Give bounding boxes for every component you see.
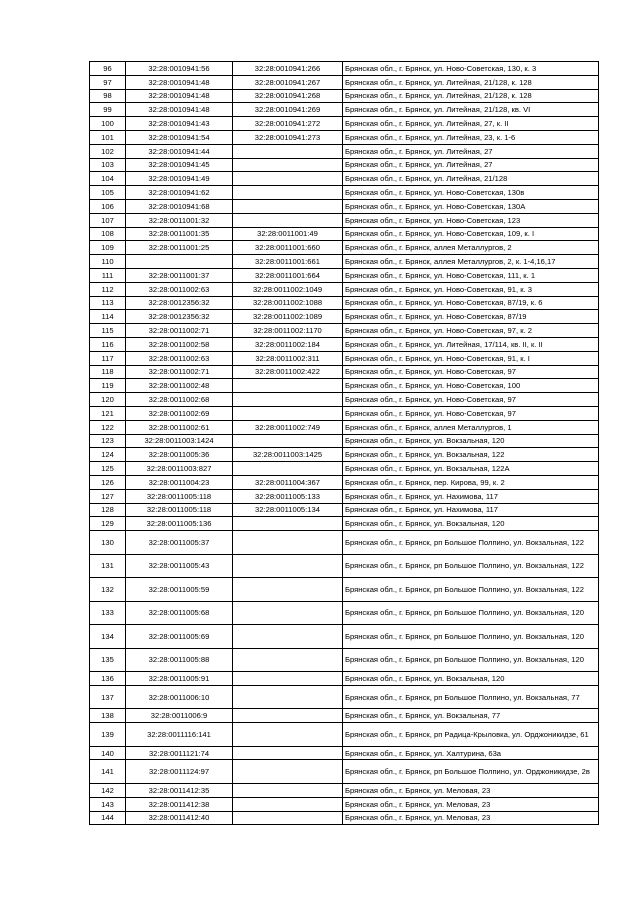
cadastral-number-cell: 32:28:0011005:136 bbox=[126, 517, 233, 531]
row-number-cell: 120 bbox=[90, 393, 126, 407]
row-number-cell: 106 bbox=[90, 199, 126, 213]
address-cell: Брянская обл., г. Брянск, ул. Халтурина, 63а bbox=[343, 746, 599, 760]
row-number-cell: 137 bbox=[90, 685, 126, 709]
building-cadastral-number-cell: 32:28:0011002:422 bbox=[233, 365, 343, 379]
row-number-cell: 121 bbox=[90, 406, 126, 420]
table-row bbox=[90, 531, 599, 555]
building-cadastral-number-cell: 32:28:0011004:367 bbox=[233, 475, 343, 489]
table-row bbox=[90, 158, 599, 172]
table-row bbox=[90, 310, 599, 324]
building-cadastral-number-cell: 32:28:0011001:660 bbox=[233, 241, 343, 255]
cadastral-number-cell: 32:28:0010941:49 bbox=[126, 172, 233, 186]
cadastral-number-cell: 32:28:0011005:43 bbox=[126, 554, 233, 578]
row-number-cell: 136 bbox=[90, 672, 126, 686]
table-row bbox=[90, 503, 599, 517]
table-row bbox=[90, 746, 599, 760]
address-cell: Брянская обл., г. Брянск, рп Большое Полпино, ул. Вокзальная, 122 bbox=[343, 554, 599, 578]
building-cadastral-number-cell bbox=[233, 199, 343, 213]
row-number-cell: 131 bbox=[90, 554, 126, 578]
row-number-cell: 116 bbox=[90, 337, 126, 351]
address-cell: Брянская обл., г. Брянск, ул. Ново-Советская, 87/19 bbox=[343, 310, 599, 324]
cadastral-number-cell: 32:28:0010941:44 bbox=[126, 144, 233, 158]
row-number-cell: 103 bbox=[90, 158, 126, 172]
cadastral-number-cell: 32:28:0011001:32 bbox=[126, 213, 233, 227]
table-row bbox=[90, 75, 599, 89]
building-cadastral-number-cell: 32:28:0011002:311 bbox=[233, 351, 343, 365]
table-row bbox=[90, 462, 599, 476]
address-cell: Брянская обл., г. Брянск, ул. Нахимова, 117 bbox=[343, 503, 599, 517]
table-row bbox=[90, 489, 599, 503]
address-cell: Брянская обл., г. Брянск, ул. Ново-Советская, 130в bbox=[343, 186, 599, 200]
cadastral-number-cell: 32:28:0010941:48 bbox=[126, 103, 233, 117]
cadastral-number-cell: 32:28:0010941:45 bbox=[126, 158, 233, 172]
address-cell: Брянская обл., г. Брянск, аллея Металлургов, 2, к. 1-4,16,17 bbox=[343, 255, 599, 269]
building-cadastral-number-cell bbox=[233, 517, 343, 531]
cadastral-number-cell: 32:28:0011003:827 bbox=[126, 462, 233, 476]
row-number-cell: 117 bbox=[90, 351, 126, 365]
table-row bbox=[90, 365, 599, 379]
cadastral-number-cell: 32:28:0011005:59 bbox=[126, 578, 233, 602]
cadastral-number-cell: 32:28:0012356:32 bbox=[126, 310, 233, 324]
cadastral-number-cell: 32:28:0011001:37 bbox=[126, 268, 233, 282]
address-cell: Брянская обл., г. Брянск, аллея Металлургов, 2 bbox=[343, 241, 599, 255]
table-row bbox=[90, 393, 599, 407]
building-cadastral-number-cell: 32:28:0010941:266 bbox=[233, 62, 343, 76]
cadastral-number-cell: 32:28:0011006:10 bbox=[126, 685, 233, 709]
building-cadastral-number-cell: 32:28:0011002:184 bbox=[233, 337, 343, 351]
address-cell: Брянская обл., г. Брянск, рп Большое Полпино, ул. Вокзальная, 77 bbox=[343, 685, 599, 709]
cadastral-number-cell: 32:28:0011005:68 bbox=[126, 601, 233, 625]
address-cell: Брянская обл., г. Брянск, ул. Ново-Советская, 97 bbox=[343, 365, 599, 379]
table-row bbox=[90, 783, 599, 797]
building-cadastral-number-cell bbox=[233, 601, 343, 625]
row-number-cell: 110 bbox=[90, 255, 126, 269]
table-row bbox=[90, 517, 599, 531]
address-cell: Брянская обл., г. Брянск, рп Радица-Крыловка, ул. Орджоникидзе, 61 bbox=[343, 723, 599, 747]
address-cell: Брянская обл., г. Брянск, ул. Нахимова, 117 bbox=[343, 489, 599, 503]
address-cell: Брянская обл., г. Брянск, рп Большое Полпино, ул. Вокзальная, 120 bbox=[343, 601, 599, 625]
cadastral-number-cell: 32:28:0010941:43 bbox=[126, 117, 233, 131]
cadastral-number-cell: 32:28:0011002:58 bbox=[126, 337, 233, 351]
building-cadastral-number-cell bbox=[233, 158, 343, 172]
row-number-cell: 128 bbox=[90, 503, 126, 517]
address-cell: Брянская обл., г. Брянск, ул. Меловая, 23 bbox=[343, 783, 599, 797]
building-cadastral-number-cell: 32:28:0011002:1089 bbox=[233, 310, 343, 324]
cadastral-number-cell: 32:28:0011002:71 bbox=[126, 324, 233, 338]
building-cadastral-number-cell bbox=[233, 723, 343, 747]
address-cell: Брянская обл., г. Брянск, ул. Литейная, 21/128 bbox=[343, 172, 599, 186]
cadastral-number-cell: 32:28:0011005:37 bbox=[126, 531, 233, 555]
cadastral-number-cell: 32:28:0011002:61 bbox=[126, 420, 233, 434]
table-row bbox=[90, 797, 599, 811]
table-row bbox=[90, 648, 599, 672]
row-number-cell: 96 bbox=[90, 62, 126, 76]
building-cadastral-number-cell bbox=[233, 746, 343, 760]
row-number-cell: 124 bbox=[90, 448, 126, 462]
table-row bbox=[90, 62, 599, 76]
table-row bbox=[90, 434, 599, 448]
building-cadastral-number-cell: 32:28:0011002:1088 bbox=[233, 296, 343, 310]
building-cadastral-number-cell bbox=[233, 672, 343, 686]
table-row bbox=[90, 130, 599, 144]
address-cell: Брянская обл., г. Брянск, ул. Меловая, 23 bbox=[343, 811, 599, 825]
row-number-cell: 126 bbox=[90, 475, 126, 489]
row-number-cell: 127 bbox=[90, 489, 126, 503]
building-cadastral-number-cell bbox=[233, 213, 343, 227]
building-cadastral-number-cell bbox=[233, 531, 343, 555]
cadastral-number-cell: 32:28:0010941:56 bbox=[126, 62, 233, 76]
building-cadastral-number-cell: 32:28:0011001:661 bbox=[233, 255, 343, 269]
table-row bbox=[90, 625, 599, 649]
row-number-cell: 138 bbox=[90, 709, 126, 723]
table-row bbox=[90, 324, 599, 338]
table-row bbox=[90, 103, 599, 117]
row-number-cell: 99 bbox=[90, 103, 126, 117]
cadastral-number-cell: 32:28:0010941:68 bbox=[126, 199, 233, 213]
address-cell: Брянская обл., г. Брянск, ул. Вокзальная, 120 bbox=[343, 517, 599, 531]
table-row bbox=[90, 554, 599, 578]
table-row bbox=[90, 723, 599, 747]
address-cell: Брянская обл., г. Брянск, ул. Вокзальная, 122А bbox=[343, 462, 599, 476]
table-row bbox=[90, 406, 599, 420]
row-number-cell: 108 bbox=[90, 227, 126, 241]
row-number-cell: 113 bbox=[90, 296, 126, 310]
table-row bbox=[90, 760, 599, 784]
cadastral-number-cell: 32:28:0011002:48 bbox=[126, 379, 233, 393]
row-number-cell: 115 bbox=[90, 324, 126, 338]
row-number-cell: 122 bbox=[90, 420, 126, 434]
table-row bbox=[90, 199, 599, 213]
cadastral-number-cell: 32:28:0011124:97 bbox=[126, 760, 233, 784]
address-cell: Брянская обл., г. Брянск, ул. Литейная, 17/114, кв. II, к. II bbox=[343, 337, 599, 351]
row-number-cell: 140 bbox=[90, 746, 126, 760]
row-number-cell: 114 bbox=[90, 310, 126, 324]
cadastral-number-cell: 32:28:0011002:63 bbox=[126, 282, 233, 296]
address-cell: Брянская обл., г. Брянск, ул. Ново-Советская, 97, к. 2 bbox=[343, 324, 599, 338]
table-row bbox=[90, 420, 599, 434]
building-cadastral-number-cell bbox=[233, 379, 343, 393]
building-cadastral-number-cell bbox=[233, 186, 343, 200]
cadastral-number-cell bbox=[126, 255, 233, 269]
table-row bbox=[90, 227, 599, 241]
address-cell: Брянская обл., г. Брянск, ул. Ново-Советская, 100 bbox=[343, 379, 599, 393]
row-number-cell: 130 bbox=[90, 531, 126, 555]
building-cadastral-number-cell bbox=[233, 625, 343, 649]
row-number-cell: 111 bbox=[90, 268, 126, 282]
building-cadastral-number-cell bbox=[233, 760, 343, 784]
cadastral-number-cell: 32:28:0011121:74 bbox=[126, 746, 233, 760]
row-number-cell: 142 bbox=[90, 783, 126, 797]
table-row bbox=[90, 186, 599, 200]
cadastral-number-cell: 32:28:0011006:9 bbox=[126, 709, 233, 723]
table-row bbox=[90, 709, 599, 723]
cadastral-number-cell: 32:28:0011001:35 bbox=[126, 227, 233, 241]
address-cell: Брянская обл., г. Брянск, ул. Ново-Советская, 91, к. 3 bbox=[343, 282, 599, 296]
address-cell: Брянская обл., г. Брянск, ул. Ново-Советская, 130А bbox=[343, 199, 599, 213]
cadastral-number-cell: 32:28:0011001:25 bbox=[126, 241, 233, 255]
table-row bbox=[90, 213, 599, 227]
address-cell: Брянская обл., г. Брянск, ул. Ново-Советская, 97 bbox=[343, 406, 599, 420]
row-number-cell: 105 bbox=[90, 186, 126, 200]
row-number-cell: 132 bbox=[90, 578, 126, 602]
building-cadastral-number-cell: 32:28:0010941:268 bbox=[233, 89, 343, 103]
cadastral-number-cell: 32:28:0011005:36 bbox=[126, 448, 233, 462]
cadastral-number-cell: 32:28:0011412:38 bbox=[126, 797, 233, 811]
table-row bbox=[90, 296, 599, 310]
cadastral-number-cell: 32:28:0011412:35 bbox=[126, 783, 233, 797]
building-cadastral-number-cell bbox=[233, 434, 343, 448]
table-row bbox=[90, 379, 599, 393]
row-number-cell: 98 bbox=[90, 89, 126, 103]
row-number-cell: 125 bbox=[90, 462, 126, 476]
row-number-cell: 144 bbox=[90, 811, 126, 825]
row-number-cell: 139 bbox=[90, 723, 126, 747]
cadastral-number-cell: 32:28:0011004:23 bbox=[126, 475, 233, 489]
address-cell: Брянская обл., г. Брянск, ул. Вокзальная, 120 bbox=[343, 434, 599, 448]
row-number-cell: 133 bbox=[90, 601, 126, 625]
cadastral-number-cell: 32:28:0011005:118 bbox=[126, 489, 233, 503]
row-number-cell: 102 bbox=[90, 144, 126, 158]
cadastral-number-cell: 32:28:0011116:141 bbox=[126, 723, 233, 747]
building-cadastral-number-cell: 32:28:0010941:272 bbox=[233, 117, 343, 131]
cadastral-number-cell: 32:28:0011005:91 bbox=[126, 672, 233, 686]
building-cadastral-number-cell bbox=[233, 648, 343, 672]
building-cadastral-number-cell: 32:28:0011002:1170 bbox=[233, 324, 343, 338]
building-cadastral-number-cell bbox=[233, 172, 343, 186]
table-body bbox=[90, 62, 599, 825]
address-cell: Брянская обл., г. Брянск, ул. Вокзальная, 120 bbox=[343, 672, 599, 686]
address-cell: Брянская обл., г. Брянск, ул. Литейная, 27 bbox=[343, 158, 599, 172]
row-number-cell: 104 bbox=[90, 172, 126, 186]
building-cadastral-number-cell bbox=[233, 578, 343, 602]
cadastral-number-cell: 32:28:0010941:62 bbox=[126, 186, 233, 200]
table-row bbox=[90, 241, 599, 255]
row-number-cell: 135 bbox=[90, 648, 126, 672]
cadastral-number-cell: 32:28:0011002:63 bbox=[126, 351, 233, 365]
row-number-cell: 97 bbox=[90, 75, 126, 89]
address-cell: Брянская обл., г. Брянск, ул. Ново-Советская, 111, к. 1 bbox=[343, 268, 599, 282]
table-row bbox=[90, 337, 599, 351]
cadastral-number-cell: 32:28:0011005:88 bbox=[126, 648, 233, 672]
table-row bbox=[90, 255, 599, 269]
address-cell: Брянская обл., г. Брянск, рп Большое Полпино, ул. Орджоникидзе, 2в bbox=[343, 760, 599, 784]
address-cell: Брянская обл., г. Брянск, ул. Литейная, 27 bbox=[343, 144, 599, 158]
row-number-cell: 123 bbox=[90, 434, 126, 448]
building-cadastral-number-cell: 32:28:0011003:1425 bbox=[233, 448, 343, 462]
address-cell: Брянская обл., г. Брянск, ул. Ново-Советская, 109, к. I bbox=[343, 227, 599, 241]
cadastral-number-cell: 32:28:0012356:32 bbox=[126, 296, 233, 310]
row-number-cell: 107 bbox=[90, 213, 126, 227]
building-cadastral-number-cell: 32:28:0011002:749 bbox=[233, 420, 343, 434]
cadastral-number-cell: 32:28:0011003:1424 bbox=[126, 434, 233, 448]
row-number-cell: 109 bbox=[90, 241, 126, 255]
row-number-cell: 134 bbox=[90, 625, 126, 649]
cadastral-number-cell: 32:28:0011002:68 bbox=[126, 393, 233, 407]
building-cadastral-number-cell bbox=[233, 406, 343, 420]
address-cell: Брянская обл., г. Брянск, рп Большое Полпино, ул. Вокзальная, 120 bbox=[343, 648, 599, 672]
building-cadastral-number-cell: 32:28:0010941:267 bbox=[233, 75, 343, 89]
table-row bbox=[90, 117, 599, 131]
building-cadastral-number-cell bbox=[233, 783, 343, 797]
building-cadastral-number-cell bbox=[233, 709, 343, 723]
table-row bbox=[90, 672, 599, 686]
table-row bbox=[90, 685, 599, 709]
table-row bbox=[90, 811, 599, 825]
building-cadastral-number-cell: 32:28:0011002:1049 bbox=[233, 282, 343, 296]
cadastral-number-cell: 32:28:0011002:69 bbox=[126, 406, 233, 420]
table-row bbox=[90, 282, 599, 296]
table-row bbox=[90, 351, 599, 365]
address-cell: Брянская обл., г. Брянск, ул. Ново-Советская, 91, к. I bbox=[343, 351, 599, 365]
table-row bbox=[90, 89, 599, 103]
building-cadastral-number-cell bbox=[233, 144, 343, 158]
table-row bbox=[90, 578, 599, 602]
cadastral-number-cell: 32:28:0010941:54 bbox=[126, 130, 233, 144]
cadastral-number-cell: 32:28:0011005:118 bbox=[126, 503, 233, 517]
address-cell: Брянская обл., г. Брянск, рп Большое Полпино, ул. Вокзальная, 120 bbox=[343, 625, 599, 649]
row-number-cell: 112 bbox=[90, 282, 126, 296]
address-cell: Брянская обл., г. Брянск, ул. Литейная, 21/128, к. 128 bbox=[343, 89, 599, 103]
cadastral-number-cell: 32:28:0011002:71 bbox=[126, 365, 233, 379]
building-cadastral-number-cell: 32:28:0010941:269 bbox=[233, 103, 343, 117]
building-cadastral-number-cell: 32:28:0011005:134 bbox=[233, 503, 343, 517]
address-cell: Брянская обл., г. Брянск, ул. Вокзальная, 122 bbox=[343, 448, 599, 462]
address-cell: Брянская обл., г. Брянск, ул. Литейная, 21/128, к. 128 bbox=[343, 75, 599, 89]
row-number-cell: 141 bbox=[90, 760, 126, 784]
building-cadastral-number-cell: 32:28:0011001:664 bbox=[233, 268, 343, 282]
building-cadastral-number-cell bbox=[233, 797, 343, 811]
address-cell: Брянская обл., г. Брянск, ул. Литейная, 27, к. II bbox=[343, 117, 599, 131]
cadastral-number-cell: 32:28:0011005:69 bbox=[126, 625, 233, 649]
building-cadastral-number-cell bbox=[233, 462, 343, 476]
address-cell: Брянская обл., г. Брянск, ул. Ново-Советская, 123 bbox=[343, 213, 599, 227]
address-cell: Брянская обл., г. Брянск, ул. Литейная, 23, к. 1-6 bbox=[343, 130, 599, 144]
row-number-cell: 101 bbox=[90, 130, 126, 144]
address-cell: Брянская обл., г. Брянск, аллея Металлургов, 1 bbox=[343, 420, 599, 434]
row-number-cell: 129 bbox=[90, 517, 126, 531]
row-number-cell: 143 bbox=[90, 797, 126, 811]
address-cell: Брянская обл., г. Брянск, ул. Вокзальная, 77 bbox=[343, 709, 599, 723]
address-cell: Брянская обл., г. Брянск, рп Большое Полпино, ул. Вокзальная, 122 bbox=[343, 531, 599, 555]
building-cadastral-number-cell: 32:28:0011001:49 bbox=[233, 227, 343, 241]
cadastral-number-cell: 32:28:0010941:48 bbox=[126, 89, 233, 103]
cadastral-number-cell: 32:28:0011412:40 bbox=[126, 811, 233, 825]
table-row bbox=[90, 144, 599, 158]
address-cell: Брянская обл., г. Брянск, ул. Меловая, 23 bbox=[343, 797, 599, 811]
building-cadastral-number-cell bbox=[233, 393, 343, 407]
address-cell: Брянская обл., г. Брянск, ул. Литейная, 21/128, кв. VI bbox=[343, 103, 599, 117]
building-cadastral-number-cell bbox=[233, 685, 343, 709]
address-cell: Брянская обл., г. Брянск, ул. Ново-Советская, 87/19, к. 6 bbox=[343, 296, 599, 310]
building-cadastral-number-cell bbox=[233, 811, 343, 825]
cadastral-number-cell: 32:28:0010941:48 bbox=[126, 75, 233, 89]
table-row bbox=[90, 448, 599, 462]
address-cell: Брянская обл., г. Брянск, пер. Кирова, 99, к. 2 bbox=[343, 475, 599, 489]
address-cell: Брянская обл., г. Брянск, ул. Ново-Советская, 97 bbox=[343, 393, 599, 407]
table-row bbox=[90, 601, 599, 625]
table-row bbox=[90, 172, 599, 186]
building-cadastral-number-cell: 32:28:0010941:273 bbox=[233, 130, 343, 144]
cadastral-table bbox=[89, 61, 599, 825]
table-row bbox=[90, 475, 599, 489]
row-number-cell: 119 bbox=[90, 379, 126, 393]
table-row bbox=[90, 268, 599, 282]
address-cell: Брянская обл., г. Брянск, ул. Ново-Советская, 130, к. 3 bbox=[343, 62, 599, 76]
row-number-cell: 100 bbox=[90, 117, 126, 131]
building-cadastral-number-cell: 32:28:0011005:133 bbox=[233, 489, 343, 503]
address-cell: Брянская обл., г. Брянск, рп Большое Полпино, ул. Вокзальная, 122 bbox=[343, 578, 599, 602]
row-number-cell: 118 bbox=[90, 365, 126, 379]
building-cadastral-number-cell bbox=[233, 554, 343, 578]
